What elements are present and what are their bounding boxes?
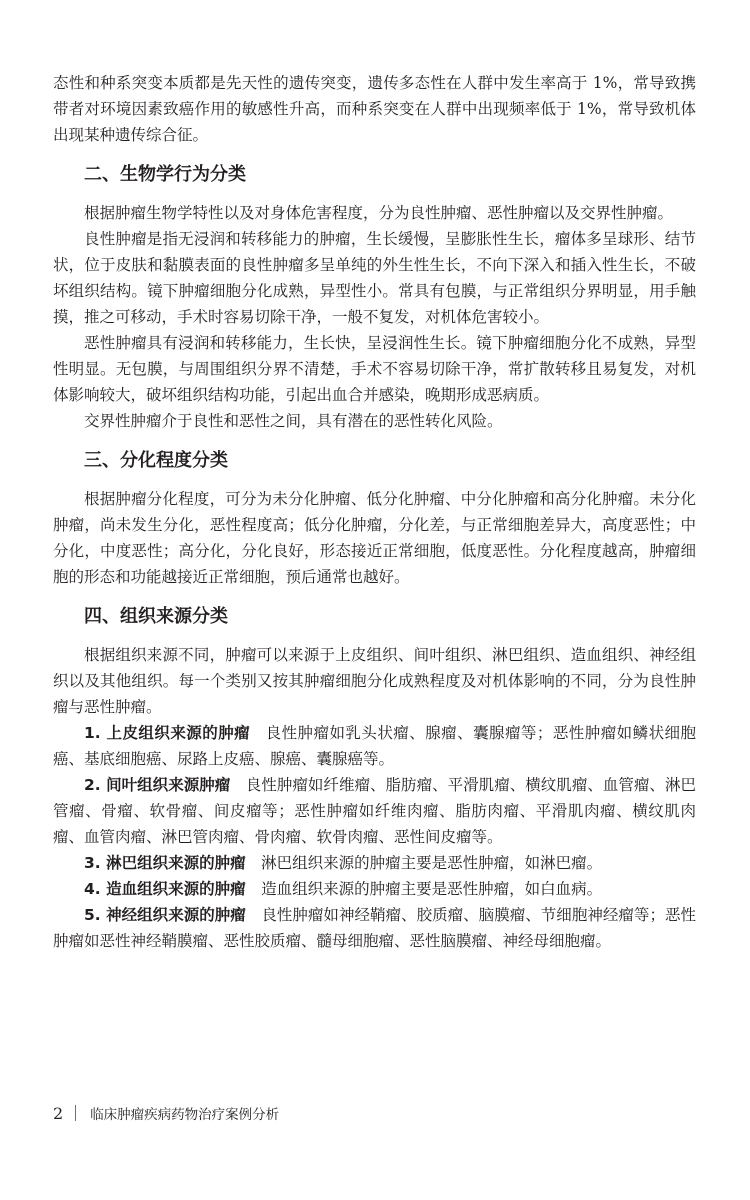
- page-footer: [53, 1101, 279, 1125]
- list-item-label: 3. 淋巴组织来源的肿瘤: [84, 854, 246, 872]
- list-item-text: 良性肿瘤如神经鞘瘤、胶质瘤、脑膜瘤、节细胞神经瘤等；恶性肿瘤如恶性神经鞘膜瘤、恶性胶质瘤、髓母细胞瘤、恶性脑膜瘤、神经母细胞瘤。: [53, 906, 696, 950]
- list-item-text: 淋巴组织来源的肿瘤主要是恶性肿瘤，如淋巴瘤。: [261, 854, 603, 872]
- list-item-label: 4. 造血组织来源的肿瘤: [84, 880, 246, 898]
- paragraph: 根据肿瘤生物学特性以及对身体危害程度，分为良性肿瘤、恶性肿瘤以及交界性肿瘤。: [84, 204, 674, 222]
- paragraph: 良性肿瘤是指无浸润和转移能力的肿瘤，生长缓慢，呈膨胀性生长，瘤体多呈球形、结节状，位于皮肤和黏膜表面的良性肿瘤多呈单纯的外生性生长，不向下深入和插入性生长，不破坏组织结构。镜下肿瘤细胞分化成熟，异型性小。常具有包膜，与正常组织分界明显，用手触摸，推之可移动，手术时容易切除干净，一般不复发，对机体危害较小。: [53, 230, 696, 326]
- section-heading-differentiation: 三、分化程度分类: [84, 450, 228, 471]
- list-item: [53, 850, 696, 876]
- paragraph: 交界性肿瘤介于良性和恶性之间，具有潜在的恶性转化风险。: [84, 412, 503, 430]
- list-item-text: 良性肿瘤如纤维瘤、脂肪瘤、平滑肌瘤、横纹肌瘤、血管瘤、淋巴管瘤、骨瘤、软骨瘤、间皮瘤等；恶性肿瘤如纤维肉瘤、脂肪肉瘤、平滑肌肉瘤、横纹肌肉瘤、血管肉瘤、淋巴管肉瘤、骨肉瘤、软骨肉瘤、恶性间皮瘤等。: [53, 776, 696, 846]
- list-item-label: 1. 上皮组织来源的肿瘤: [84, 724, 251, 742]
- list-item: [53, 876, 696, 902]
- section-heading-tissue-origin: 四、组织来源分类: [84, 606, 228, 627]
- paragraph: 根据肿瘤分化程度，可分为未分化肿瘤、低分化肿瘤、中分化肿瘤和高分化肿瘤。未分化肿瘤，尚未发生分化，恶性程度高；低分化肿瘤，分化差，与正常细胞差异大，高度恶性；中分化，中度恶性；高分化，分化良好，形态接近正常细胞，低度恶性。分化程度越高，肿瘤细胞的形态和功能越接近正常细胞，预后通常也越好。: [53, 490, 696, 586]
- intro-paragraph: 态性和种系突变本质都是先天性的遗传突变，遗传多态性在人群中发生率高于 1%，常导致携带者对环境因素致癌作用的敏感性升高，而种系突变在人群中出现频率低于 1%，常导致机体出现某种遗传综合征。: [53, 74, 696, 144]
- list-item: [53, 720, 696, 772]
- list-item-label: 2. 间叶组织来源肿瘤: [84, 776, 231, 794]
- page-body: [53, 70, 696, 954]
- footer-divider: [75, 1105, 76, 1121]
- list-item: [53, 902, 696, 954]
- paragraph: 根据组织来源不同，肿瘤可以来源于上皮组织、间叶组织、淋巴组织、造血组织、神经组织以及其他组织。每一个类别又按其肿瘤细胞分化成熟程度及对机体影响的不同，分为良性肿瘤与恶性肿瘤。: [53, 646, 696, 716]
- list-item-label: 5. 神经组织来源的肿瘤: [84, 906, 246, 924]
- book-title: 临床肿瘤疾病药物治疗案例分析: [90, 1107, 280, 1123]
- list-item-text: 造血组织来源的肿瘤主要是恶性肿瘤，如白血病。: [261, 880, 603, 898]
- list-item-text: 良性肿瘤如乳头状瘤、腺瘤、囊腺瘤等；恶性肿瘤如鳞状细胞癌、基底细胞癌、尿路上皮癌、腺癌、囊腺癌等。: [53, 724, 696, 768]
- page-number: 2: [53, 1103, 64, 1123]
- paragraph: 恶性肿瘤具有浸润和转移能力，生长快，呈浸润性生长。镜下肿瘤细胞分化不成熟，异型性明显。无包膜，与周围组织分界不清楚，手术不容易切除干净，常扩散转移且易复发，对机体影响较大，破坏组织结构功能，引起出血合并感染，晚期形成恶病质。: [53, 334, 696, 404]
- section-heading-biological-behavior: 二、生物学行为分类: [84, 164, 246, 185]
- list-item: [53, 772, 696, 850]
